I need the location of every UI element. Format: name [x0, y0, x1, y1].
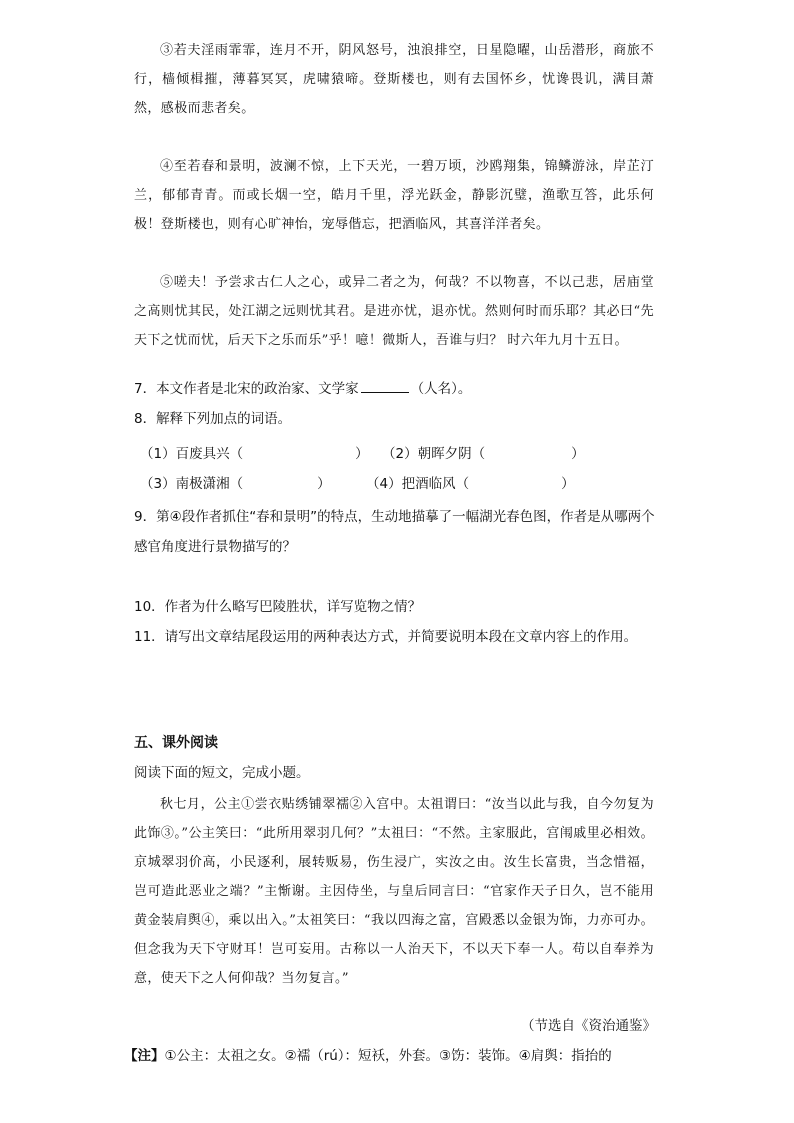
section-title: 五、课外阅读	[134, 735, 218, 751]
q8-item-1-close: ）	[355, 446, 369, 462]
question-9: 9．第④段作者抓住“春和景明”的特点，生动地描摹了一幅湖光春色图，作者是从哪两个感官角度进行景物描写的？	[134, 509, 655, 555]
answer-blank-7[interactable]	[361, 378, 409, 393]
q8-item-4-label: （4）把酒临风（	[366, 476, 470, 492]
note-label: 【注】	[124, 1048, 165, 1064]
q8-item-2-close: ）	[571, 446, 585, 462]
q8-item-2	[382, 442, 585, 462]
extra-reading-passage: 秋七月，公主①尝衣贴绣铺翠襦②入宫中。太祖谓曰：“汝当以此与我，自今勿复为此饰③。”公主笑曰：“此所用翠羽几何？”太祖曰：“不然。主家服此，宫闱戚里必相效。京城翠羽价高，小民逐利，展转贩易，伤生浸广，实汝之由。汝生长富贵，当念惜福，岂可造此恶业之端？”主惭谢。主因侍坐，与皇后同言曰：“官家作天子日久，岂不能用黄金装肩舆④，乘以出入。”太祖笑曰：“我以四海之富，宫殿悉以金银为饰，力亦可办。但念我为天下守财耳！岂可妄用。古称以一人治天下，不以天下奉一人。苟以自奉养为意，使天下之人何仰哉？当勿复言。”	[134, 797, 654, 986]
q8-item-3-close: ）	[317, 476, 331, 492]
passage-paragraph-3: ③若夫淫雨霏霏，连月不开，阴风怒号，浊浪排空，日星隐曜，山岳潜形，商旅不行，樯倾楫摧，薄暮冥冥，虎啸猿啼。登斯楼也，则有去国怀乡，忧谗畏讥，满目萧然，感极而悲者矣。	[134, 43, 654, 116]
question-7-text: 7．本文作者是北宋的政治家、文学家	[134, 381, 359, 397]
q8-item-4	[366, 472, 575, 492]
question-10: 10．作者为什么略写巴陵胜状，详写览物之情？	[134, 599, 422, 615]
q8-item-3	[140, 472, 331, 492]
question-7-suffix: （人名）。	[410, 381, 472, 397]
question-8: 8．解释下列加点的词语。	[134, 411, 292, 427]
passage-paragraph-4: ④至若春和景明，波澜不惊，上下天光，一碧万顷，沙鸥翔集，锦鳞游泳，岸芷汀兰，郁郁青青。而或长烟一空，皓月千里，浮光跃金，静影沉璧，渔歌互答，此乐何极！登斯楼也，则有心旷神怡，宠辱偕忘，把酒临风，其喜洋洋者矣。	[134, 159, 654, 232]
section-instruction: 阅读下面的短文，完成小题。	[134, 765, 310, 781]
q8-item-3-label: （3）南极潇湘（	[140, 476, 244, 492]
q8-item-1-label: （1）百废具兴（	[140, 446, 244, 462]
annotation-note	[124, 1044, 684, 1064]
question-11: 11．请写出文章结尾段运用的两种表达方式，并简要说明本段在文章内容上的作用。	[134, 629, 638, 645]
q8-item-2-label: （2）朝晖夕阴（	[382, 446, 486, 462]
q8-item-1	[140, 442, 369, 462]
question-7	[134, 374, 674, 404]
q8-item-4-close: ）	[561, 476, 575, 492]
passage-paragraph-5: ⑤嗟夫！予尝求古仁人之心，或异二者之为，何哉？不以物喜，不以己悲，居庙堂之高则忧其民，处江湖之远则忧其君。是进亦忧，退亦忧。然则何时而乐耶？其必曰“先天下之忧而忧，后天下之乐而乐”乎！噫！微斯人，吾谁与归？ 时六年九月十五日。	[134, 275, 654, 348]
note-text: ①公主：太祖之女。②襦（rú）：短袄，外套。③饬：装饰。④肩舆：指抬的	[164, 1048, 612, 1064]
passage-source: （节选自《资治通鉴》	[521, 1018, 656, 1034]
